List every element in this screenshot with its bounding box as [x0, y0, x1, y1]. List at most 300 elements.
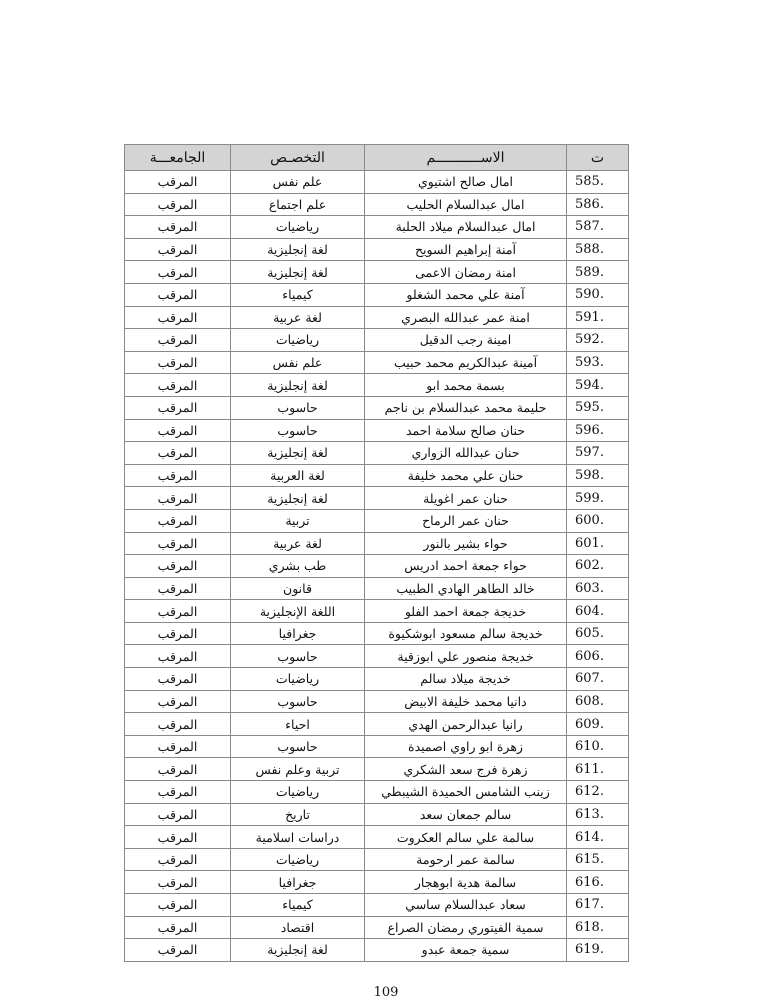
university-cell-text: المرقب — [157, 196, 198, 212]
name-cell-text: امال عبدالسلام الحليب — [406, 196, 525, 212]
number-cell-text: .596 — [575, 422, 604, 438]
university-cell-text: المرقب — [157, 309, 198, 325]
specialization-cell-text: لغة عربية — [273, 535, 322, 551]
name-cell — [365, 509, 567, 532]
name-cell-text: زينب الشامس الحميدة الشيبطي — [381, 784, 550, 800]
university-cell — [125, 419, 231, 442]
specialization-cell-text: رياضيات — [275, 784, 320, 800]
university-cell-text: المرقب — [157, 919, 198, 935]
number-cell — [567, 442, 629, 465]
table-row — [125, 193, 629, 216]
name-cell-text: آمينة عبدالكريم محمد حبيب — [393, 355, 538, 371]
university-cell — [125, 916, 231, 939]
table-row — [125, 871, 629, 894]
specialization-cell-text: علم اجتماع — [268, 196, 327, 212]
table-row — [125, 396, 629, 419]
specialization-cell — [231, 916, 365, 939]
university-cell — [125, 193, 231, 216]
specialization-cell — [231, 555, 365, 578]
specialization-cell-text: كيمياء — [282, 287, 313, 303]
name-cell — [365, 713, 567, 736]
specialization-cell — [231, 374, 365, 397]
table-row — [125, 261, 629, 284]
name-cell — [365, 374, 567, 397]
number-cell — [567, 600, 629, 623]
number-cell-text: .616 — [575, 874, 604, 890]
name-cell-text: دانيا محمد خليفة الابيض — [404, 693, 527, 709]
specialization-cell-text: جغرافيا — [278, 626, 317, 642]
university-cell — [125, 306, 231, 329]
name-cell — [365, 283, 567, 306]
table-row — [125, 690, 629, 713]
name-cell-text: امنة رمضان الاعمى — [415, 264, 516, 280]
header-specialization: التخصـص — [231, 145, 365, 171]
university-cell-text: المرقب — [157, 422, 198, 438]
university-cell — [125, 464, 231, 487]
specialization-cell-text: حاسوب — [277, 422, 318, 438]
university-cell — [125, 600, 231, 623]
name-cell — [365, 306, 567, 329]
university-cell — [125, 374, 231, 397]
name-cell — [365, 735, 567, 758]
university-cell-text: المرقب — [157, 513, 198, 529]
header-number: ت — [567, 145, 629, 171]
name-cell — [365, 487, 567, 510]
specialization-cell — [231, 645, 365, 668]
number-cell-text: .587 — [575, 219, 604, 235]
number-cell-text: .597 — [575, 445, 604, 461]
university-cell — [125, 216, 231, 239]
name-cell — [365, 261, 567, 284]
name-cell — [365, 193, 567, 216]
header-name: الاســـــــــــم — [365, 145, 567, 171]
number-cell-text: .606 — [575, 648, 604, 664]
table-row — [125, 555, 629, 578]
number-cell — [567, 826, 629, 849]
specialization-cell — [231, 735, 365, 758]
university-cell — [125, 261, 231, 284]
specialization-cell — [231, 826, 365, 849]
university-cell-text: المرقب — [157, 490, 198, 506]
number-cell — [567, 171, 629, 194]
specialization-cell-text: اقتصاد — [280, 919, 315, 935]
table-row — [125, 916, 629, 939]
university-cell — [125, 758, 231, 781]
name-cell-text: زهرة ابو راوي اصميدة — [408, 739, 523, 755]
table-row — [125, 645, 629, 668]
specialization-cell — [231, 487, 365, 510]
specialization-cell — [231, 532, 365, 555]
number-cell-text: .601 — [575, 535, 604, 551]
specialization-cell — [231, 329, 365, 352]
university-cell-text: المرقب — [157, 174, 198, 190]
name-cell — [365, 464, 567, 487]
specialization-cell-text: لغة إنجليزية — [267, 445, 328, 461]
number-cell — [567, 781, 629, 804]
specialization-cell — [231, 713, 365, 736]
university-cell — [125, 442, 231, 465]
university-cell — [125, 939, 231, 962]
name-cell-text: امال عبدالسلام ميلاد الحلبة — [395, 219, 536, 235]
university-cell-text: المرقب — [157, 400, 198, 416]
number-cell — [567, 419, 629, 442]
specialization-cell — [231, 600, 365, 623]
table-row — [125, 758, 629, 781]
number-cell-text: .612 — [575, 784, 604, 800]
name-cell-text: بسمة محمد ابو — [426, 377, 505, 393]
university-cell-text: المرقب — [157, 355, 198, 371]
number-cell-text: .600 — [575, 513, 604, 529]
specialization-cell-text: تاريخ — [285, 806, 310, 822]
university-cell-text: المرقب — [157, 626, 198, 642]
table-row — [125, 532, 629, 555]
specialization-cell-text: قانون — [283, 580, 312, 596]
university-cell — [125, 577, 231, 600]
specialization-cell — [231, 690, 365, 713]
name-cell-text: سالمة عمر ارحومة — [416, 852, 515, 868]
table-header-row — [125, 145, 629, 171]
university-cell — [125, 171, 231, 194]
number-cell-text: .599 — [575, 490, 604, 506]
university-cell — [125, 532, 231, 555]
table-row — [125, 442, 629, 465]
number-cell-text: .594 — [575, 377, 604, 393]
university-cell — [125, 690, 231, 713]
name-cell-text: خديجة جمعة احمد الفلو — [404, 603, 527, 619]
table-row — [125, 803, 629, 826]
table-body — [125, 171, 629, 962]
name-cell-text: زهرة فرج سعد الشكري — [403, 761, 528, 777]
number-cell-text: .589 — [575, 264, 604, 280]
name-cell-text: حواء جمعة احمد ادريس — [404, 558, 527, 574]
specialization-cell-text: لغة إنجليزية — [267, 242, 328, 258]
university-cell — [125, 781, 231, 804]
number-cell — [567, 758, 629, 781]
name-cell-text: خديجة سالم مسعود ابوشكيوة — [388, 626, 543, 642]
specialization-cell — [231, 871, 365, 894]
number-cell-text: .618 — [575, 919, 604, 935]
name-cell-text: حواء بشير بالنور — [423, 535, 508, 551]
university-cell-text: المرقب — [157, 716, 198, 732]
number-cell-text: .619 — [575, 942, 604, 958]
table-row — [125, 216, 629, 239]
number-cell — [567, 464, 629, 487]
specialization-cell-text: دراسات اسلامية — [255, 829, 340, 845]
number-cell — [567, 396, 629, 419]
specialization-cell-text: رياضيات — [275, 332, 320, 348]
number-cell-text: .593 — [575, 355, 604, 371]
university-cell — [125, 329, 231, 352]
specialization-cell-text: حاسوب — [277, 400, 318, 416]
table-row — [125, 668, 629, 691]
name-cell — [365, 216, 567, 239]
specialization-cell-text: تربية وعلم نفس — [255, 761, 340, 777]
specialization-cell-text: حاسوب — [277, 648, 318, 664]
university-cell — [125, 871, 231, 894]
table-row — [125, 735, 629, 758]
name-cell — [365, 803, 567, 826]
number-cell — [567, 939, 629, 962]
specialization-cell — [231, 668, 365, 691]
university-cell-text: المرقب — [157, 264, 198, 280]
specialization-cell — [231, 894, 365, 917]
name-cell — [365, 442, 567, 465]
number-cell — [567, 645, 629, 668]
specialization-cell-text: لغة عربية — [273, 309, 322, 325]
number-cell-text: .609 — [575, 716, 604, 732]
specialization-cell-text: طب بشري — [268, 558, 327, 574]
table-row — [125, 826, 629, 849]
university-cell — [125, 283, 231, 306]
number-cell — [567, 690, 629, 713]
specialization-cell — [231, 306, 365, 329]
number-cell — [567, 238, 629, 261]
university-cell — [125, 826, 231, 849]
name-cell — [365, 577, 567, 600]
table-row — [125, 600, 629, 623]
name-cell — [365, 781, 567, 804]
table-row — [125, 374, 629, 397]
number-cell-text: .595 — [575, 400, 604, 416]
page-number: 109 — [373, 985, 399, 1000]
number-cell — [567, 916, 629, 939]
university-cell — [125, 351, 231, 374]
name-cell — [365, 622, 567, 645]
name-cell-text: امنة عمر عبدالله البصري — [401, 309, 530, 325]
university-cell-text: المرقب — [157, 445, 198, 461]
university-cell — [125, 487, 231, 510]
specialization-cell — [231, 577, 365, 600]
number-cell-text: .586 — [575, 196, 604, 212]
university-cell-text: المرقب — [157, 693, 198, 709]
university-cell-text: المرقب — [157, 852, 198, 868]
number-cell-text: .608 — [575, 693, 604, 709]
table-row — [125, 713, 629, 736]
name-cell — [365, 668, 567, 691]
specialization-cell-text: لغة إنجليزية — [267, 264, 328, 280]
specialization-cell — [231, 419, 365, 442]
specialization-cell — [231, 848, 365, 871]
number-cell — [567, 668, 629, 691]
name-cell — [365, 238, 567, 261]
university-cell-text: المرقب — [157, 535, 198, 551]
number-cell-text: .617 — [575, 897, 604, 913]
university-cell — [125, 645, 231, 668]
name-cell-text: امال صالح اشتيوي — [417, 174, 514, 190]
specialization-cell — [231, 939, 365, 962]
specialization-cell-text: تربية — [285, 513, 310, 529]
number-cell — [567, 735, 629, 758]
specialization-cell-text: رياضيات — [275, 671, 320, 687]
number-cell — [567, 306, 629, 329]
university-cell — [125, 668, 231, 691]
name-cell-text: آمنة علي محمد الشغلو — [406, 287, 525, 303]
university-cell-text: المرقب — [157, 874, 198, 890]
university-cell-text: المرقب — [157, 377, 198, 393]
number-cell-text: .613 — [575, 806, 604, 822]
university-cell — [125, 555, 231, 578]
number-cell-text: .614 — [575, 829, 604, 845]
name-cell — [365, 351, 567, 374]
university-cell — [125, 238, 231, 261]
table-row — [125, 781, 629, 804]
number-cell-text: .585 — [575, 174, 604, 190]
name-cell-text: حنان عبدالله الزواري — [411, 445, 520, 461]
number-cell-text: .591 — [575, 309, 604, 325]
students-table — [124, 144, 629, 962]
specialization-cell — [231, 238, 365, 261]
specialization-cell-text: علم نفس — [272, 174, 323, 190]
name-cell-text: سالمة علي سالم العكروت — [396, 829, 535, 845]
specialization-cell-text: احياء — [285, 716, 310, 732]
table-row — [125, 894, 629, 917]
university-cell-text: المرقب — [157, 580, 198, 596]
specialization-cell-text: لغة إنجليزية — [267, 377, 328, 393]
table-row — [125, 464, 629, 487]
university-cell-text: المرقب — [157, 468, 198, 484]
specialization-cell — [231, 261, 365, 284]
name-cell-text: حليمة محمد عبدالسلام بن ناجم — [384, 400, 547, 416]
name-cell-text: سعاد عبدالسلام ساسي — [405, 897, 526, 913]
university-cell-text: المرقب — [157, 287, 198, 303]
name-cell — [365, 532, 567, 555]
specialization-cell-text: علم نفس — [272, 355, 323, 371]
specialization-cell — [231, 622, 365, 645]
name-cell — [365, 939, 567, 962]
specialization-cell-text: حاسوب — [277, 693, 318, 709]
name-cell — [365, 758, 567, 781]
table-row — [125, 622, 629, 645]
specialization-cell — [231, 351, 365, 374]
specialization-cell-text: لغة إنجليزية — [267, 942, 328, 958]
number-cell — [567, 871, 629, 894]
name-cell-text: رانيا عبدالرحمن الهدي — [408, 716, 523, 732]
specialization-cell-text: جغرافيا — [278, 874, 317, 890]
specialization-cell-text: حاسوب — [277, 739, 318, 755]
name-cell-text: سمية جمعة عبدو — [421, 942, 510, 958]
name-cell-text: امينة رجب الدقيل — [419, 332, 512, 348]
specialization-cell — [231, 396, 365, 419]
table-row — [125, 509, 629, 532]
university-cell — [125, 396, 231, 419]
name-cell-text: سمية الفيتوري رمضان الصراع — [387, 919, 544, 935]
university-cell-text: المرقب — [157, 761, 198, 777]
university-cell — [125, 735, 231, 758]
name-cell — [365, 871, 567, 894]
specialization-cell — [231, 803, 365, 826]
name-cell — [365, 916, 567, 939]
specialization-cell — [231, 758, 365, 781]
university-cell-text: المرقب — [157, 897, 198, 913]
university-cell-text: المرقب — [157, 671, 198, 687]
specialization-cell-text: لغة إنجليزية — [267, 490, 328, 506]
specialization-cell — [231, 509, 365, 532]
table-row — [125, 577, 629, 600]
name-cell — [365, 826, 567, 849]
name-cell-text: حنان صالح سلامة احمد — [405, 422, 526, 438]
university-cell-text: المرقب — [157, 806, 198, 822]
university-cell-text: المرقب — [157, 603, 198, 619]
number-cell-text: .605 — [575, 626, 604, 642]
number-cell — [567, 509, 629, 532]
table-row — [125, 329, 629, 352]
name-cell — [365, 329, 567, 352]
name-cell-text: حنان عمر الرماح — [422, 513, 509, 529]
university-cell — [125, 803, 231, 826]
number-cell — [567, 622, 629, 645]
name-cell-text: آمنة إبراهيم السويح — [414, 242, 517, 258]
university-cell-text: المرقب — [157, 739, 198, 755]
table-row — [125, 306, 629, 329]
table-row — [125, 848, 629, 871]
name-cell — [365, 690, 567, 713]
table-row — [125, 238, 629, 261]
number-cell-text: .592 — [575, 332, 604, 348]
name-cell — [365, 555, 567, 578]
number-cell — [567, 193, 629, 216]
number-cell — [567, 577, 629, 600]
name-cell — [365, 396, 567, 419]
name-cell-text: سالم جمعان سعد — [419, 806, 512, 822]
specialization-cell-text: اللغة الإنجليزية — [259, 603, 336, 619]
number-cell — [567, 329, 629, 352]
specialization-cell — [231, 283, 365, 306]
name-cell — [365, 171, 567, 194]
number-cell-text: .598 — [575, 468, 604, 484]
table-row — [125, 171, 629, 194]
university-cell-text: المرقب — [157, 784, 198, 800]
university-cell — [125, 894, 231, 917]
specialization-cell — [231, 442, 365, 465]
name-cell — [365, 645, 567, 668]
number-cell-text: .615 — [575, 852, 604, 868]
number-cell — [567, 848, 629, 871]
number-cell-text: .604 — [575, 603, 604, 619]
name-cell-text: خديجة منصور علي ابوزقية — [397, 648, 534, 664]
name-cell-text: حنان علي محمد خليفة — [407, 468, 524, 484]
table-row — [125, 487, 629, 510]
university-cell-text: المرقب — [157, 242, 198, 258]
specialization-cell — [231, 464, 365, 487]
number-cell — [567, 216, 629, 239]
specialization-cell — [231, 171, 365, 194]
university-cell — [125, 509, 231, 532]
specialization-cell-text: لغة العربية — [270, 468, 325, 484]
specialization-cell — [231, 193, 365, 216]
university-cell-text: المرقب — [157, 332, 198, 348]
table-row — [125, 939, 629, 962]
university-cell — [125, 713, 231, 736]
specialization-cell-text: كيمياء — [282, 897, 313, 913]
number-cell — [567, 374, 629, 397]
name-cell-text: خديجة ميلاد سالم — [420, 671, 511, 687]
specialization-cell-text: رياضيات — [275, 219, 320, 235]
university-cell-text: المرقب — [157, 829, 198, 845]
name-cell-text: خالد الطاهر الهادي الطبيب — [396, 580, 535, 596]
university-cell-text: المرقب — [157, 558, 198, 574]
name-cell-text: سالمة هدية ابوهجار — [414, 874, 517, 890]
number-cell-text: .611 — [575, 761, 604, 777]
header-university: الجامعـــة — [125, 145, 231, 171]
university-cell-text: المرقب — [157, 942, 198, 958]
number-cell — [567, 487, 629, 510]
number-cell — [567, 803, 629, 826]
number-cell-text: .590 — [575, 287, 604, 303]
number-cell — [567, 894, 629, 917]
number-cell-text: .588 — [575, 242, 604, 258]
name-cell — [365, 894, 567, 917]
name-cell-text: حنان عمر اغويلة — [423, 490, 508, 506]
